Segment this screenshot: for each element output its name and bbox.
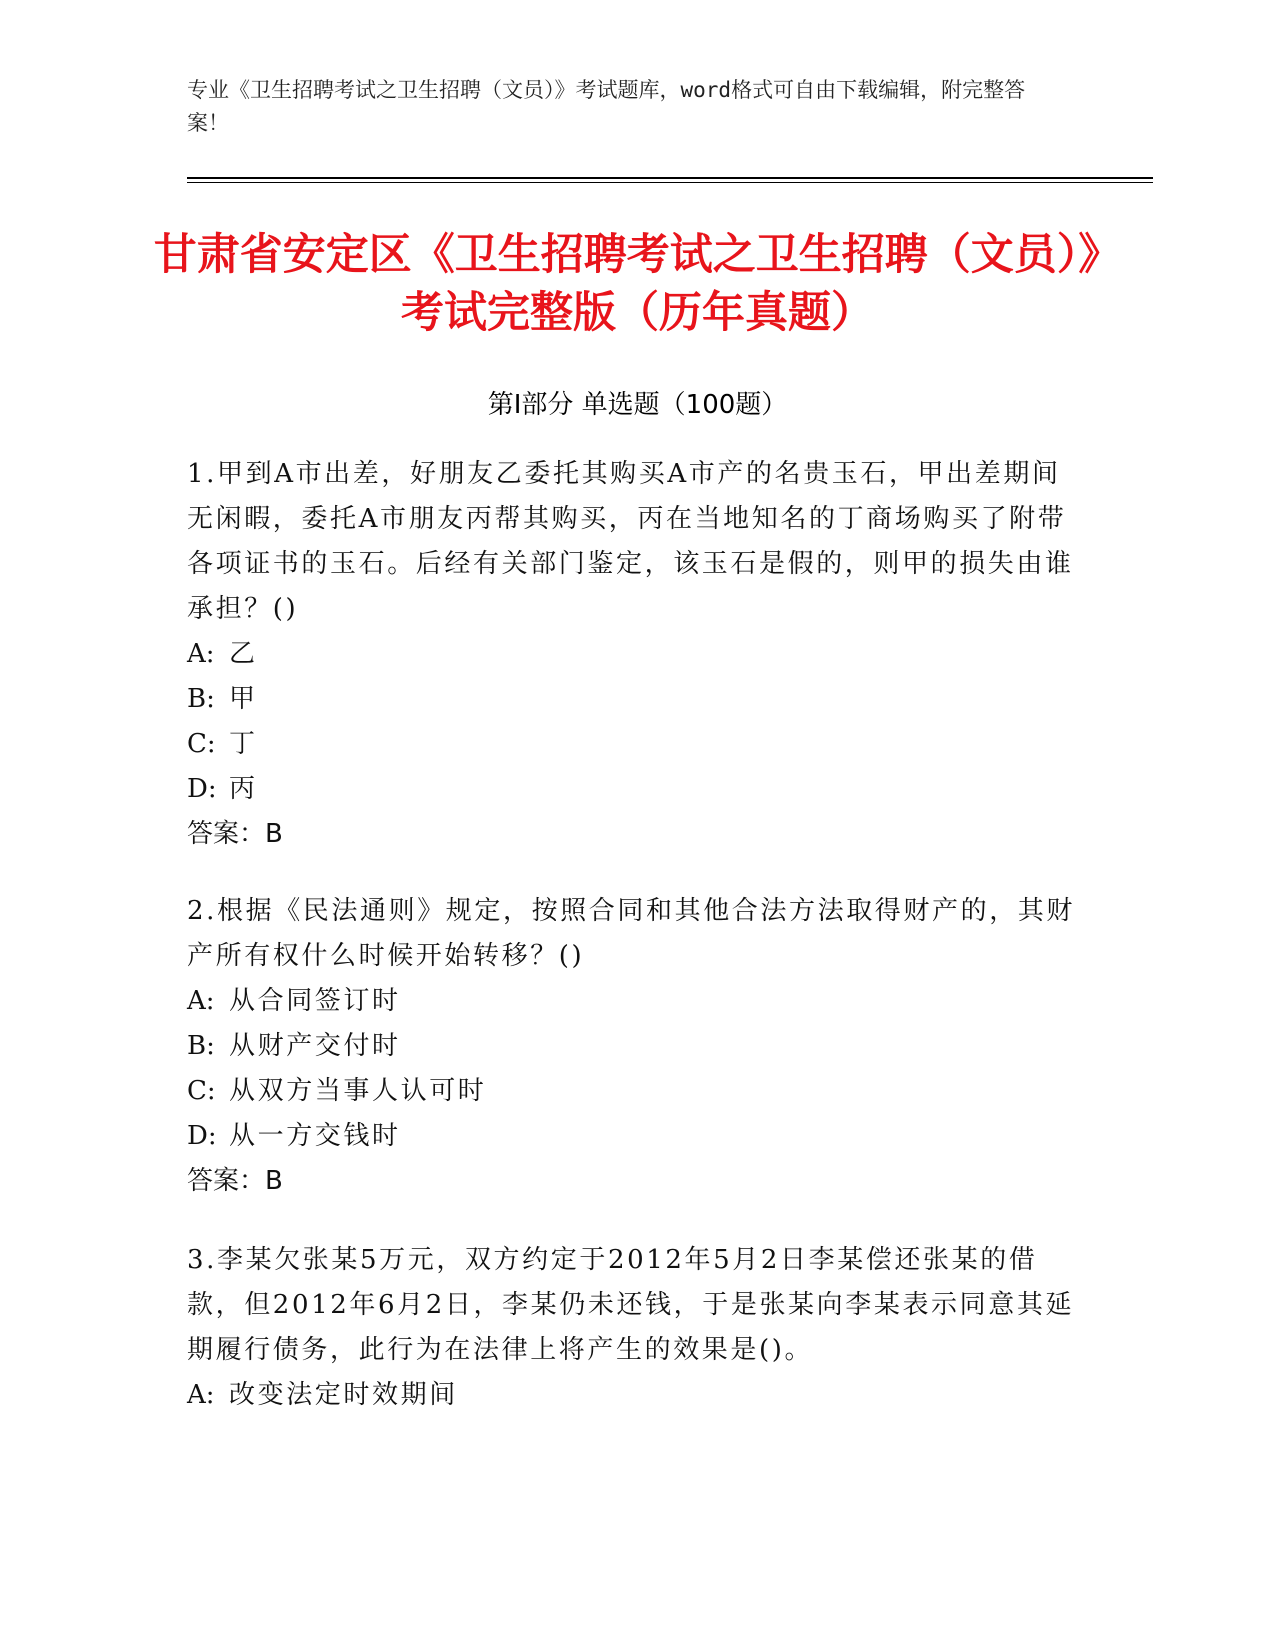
option-b <box>187 677 1077 722</box>
option-text: 从合同签订时 <box>229 986 401 1016</box>
option-letter: A: <box>187 639 215 669</box>
question-stem: 1.甲到A市出差，好朋友乙委托其购买A市产的名贵玉石，甲出差期间无闲暇，委托A市朋友丙帮其购买，丙在当地知名的丁商场购买了附带各项证书的玉石。后经有关部门鉴定，该玉石是假的，则甲的损失由谁承担？() <box>187 459 1074 624</box>
question-2 <box>187 889 1077 1204</box>
option-letter: A: <box>187 1380 215 1410</box>
option-letter: D: <box>187 1121 217 1151</box>
option-letter: C: <box>187 729 216 759</box>
question-1 <box>187 452 1077 857</box>
option-a <box>187 632 1077 677</box>
option-c <box>187 1069 1077 1114</box>
option-letter: C: <box>187 1076 216 1106</box>
option-text: 甲 <box>229 684 258 714</box>
option-letter: B: <box>187 684 215 714</box>
option-text: 从财产交付时 <box>229 1031 401 1061</box>
option-c <box>187 722 1077 767</box>
answer-line: 答案：B <box>187 1166 283 1196</box>
option-d <box>187 1114 1077 1159</box>
document-title: 甘肃省安定区《卫生招聘考试之卫生招聘（文员）》考试完整版（历年真题） <box>153 230 1122 338</box>
option-text: 从双方当事人认可时 <box>229 1076 487 1106</box>
option-text: 乙 <box>229 639 258 669</box>
option-text: 从一方交钱时 <box>229 1121 401 1151</box>
option-a <box>187 1373 1077 1418</box>
answer-line: 答案：B <box>187 819 283 849</box>
question-stem: 3.李某欠张某5万元，双方约定于2012年5月2日李某偿还张某的借款，但2012年6月2日，李某仍未还钱，于是张某向李某表示同意其延期履行债务，此行为在法律上将产生的效果是()。 <box>187 1245 1075 1365</box>
option-letter: A: <box>187 986 215 1016</box>
option-b <box>187 1024 1077 1069</box>
section-heading: 第Ⅰ部分 单选题（100题） <box>487 390 788 420</box>
header-rule-thin <box>187 182 1153 183</box>
option-text: 改变法定时效期间 <box>229 1380 458 1410</box>
question-stem: 2.根据《民法通则》规定，按照合同和其他合法方法取得财产的，其财产所有权什么时候开始转移？() <box>187 896 1076 971</box>
option-a <box>187 979 1077 1024</box>
option-letter: D: <box>187 774 217 804</box>
option-letter: B: <box>187 1031 215 1061</box>
option-d <box>187 767 1077 812</box>
option-text: 丁 <box>229 729 258 759</box>
option-text: 丙 <box>229 774 258 804</box>
header-note: 专业《卫生招聘考试之卫生招聘（文员）》考试题库，word格式可自由下载编辑，附完整答案！ <box>187 78 1026 135</box>
question-3 <box>187 1238 1077 1418</box>
header-rule-thick <box>187 177 1153 179</box>
